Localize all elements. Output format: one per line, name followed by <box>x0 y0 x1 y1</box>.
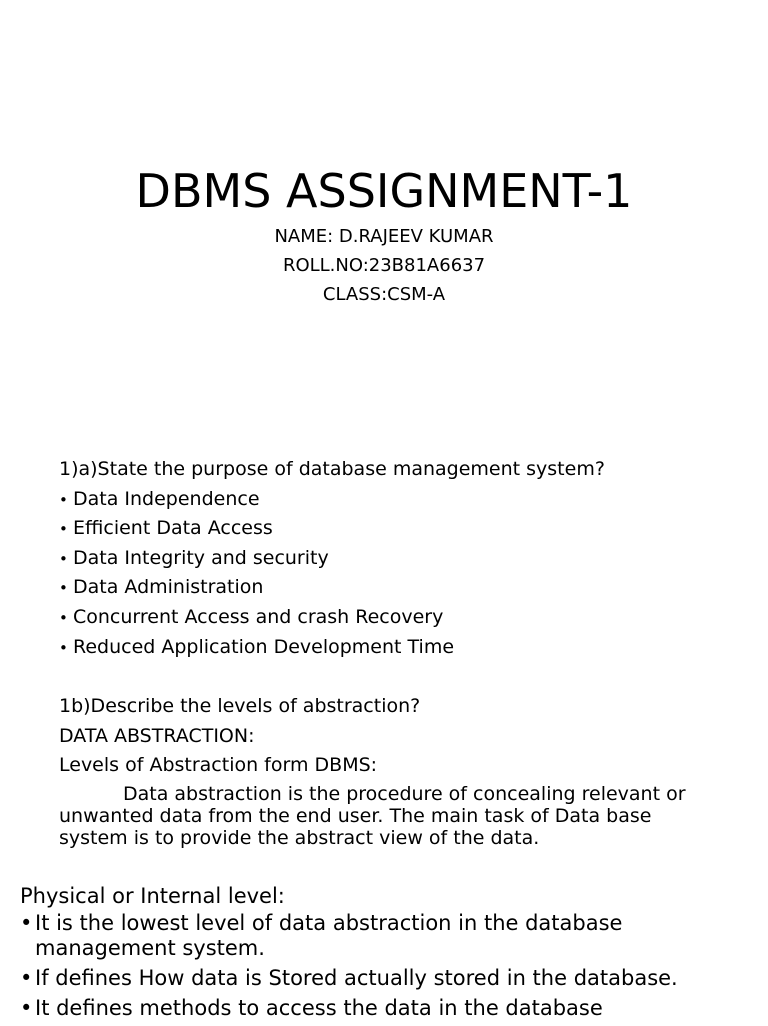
list-item <box>59 573 739 603</box>
list-item <box>20 996 750 1021</box>
list-item-text: Data Independence <box>73 487 260 510</box>
bullet-icon: • <box>59 490 68 509</box>
question-1a-section <box>59 455 739 662</box>
roll-number: ROLL.NO:23B81A6637 <box>282 255 486 276</box>
list-item-text: It is the lowest level of data abstraction in the database management system. <box>35 911 623 960</box>
bullet-icon: • <box>59 549 68 568</box>
student-name: NAME: D.RAJEEV KUMAR <box>274 226 494 247</box>
list-item <box>20 966 750 991</box>
list-item <box>59 633 739 663</box>
class-label: CLASS:CSM-A <box>322 284 446 305</box>
list-item-text: Data Administration <box>73 576 264 599</box>
list-item-text: Efficient Data Access <box>73 517 273 540</box>
bullet-icon: • <box>59 608 68 627</box>
list-item <box>59 544 739 574</box>
question-1b: 1b)Describe the levels of abstraction? <box>59 695 421 717</box>
page-title: DBMS ASSIGNMENT-1 <box>135 164 633 218</box>
question-1b-section <box>59 692 719 849</box>
physical-level-heading: Physical or Internal level: <box>20 884 285 908</box>
bullet-icon: • <box>20 911 33 935</box>
levels-subheading: Levels of Abstraction form DBMS: <box>59 754 378 777</box>
list-item <box>59 514 739 544</box>
bullet-icon: • <box>20 966 33 990</box>
list-item <box>59 485 739 515</box>
bullet-icon: • <box>20 996 33 1020</box>
list-item <box>20 911 750 961</box>
list-item-text: If defines How data is Stored actually stored in the database. <box>35 966 678 990</box>
abstraction-paragraph: Data abstraction is the procedure of concealing relevant or unwanted data from the end user. The main task of Data base system is to provide the abstract view of the data. <box>59 782 686 849</box>
data-abstraction-heading: DATA ABSTRACTION: <box>59 724 255 747</box>
title-block <box>0 160 768 309</box>
bullet-icon: • <box>59 638 68 657</box>
bullet-icon: • <box>59 579 68 598</box>
list-item-text: It defines methods to access the data in the database <box>35 996 603 1020</box>
list-item-text: Data Integrity and security <box>73 546 329 569</box>
list-item-text: Concurrent Access and crash Recovery <box>73 605 444 628</box>
physical-level-section <box>20 882 750 1026</box>
bullet-icon: • <box>59 520 68 539</box>
list-item <box>59 603 739 633</box>
question-1a: 1)a)State the purpose of database management system? <box>59 458 605 480</box>
list-item-text: Reduced Application Development Time <box>73 635 455 658</box>
